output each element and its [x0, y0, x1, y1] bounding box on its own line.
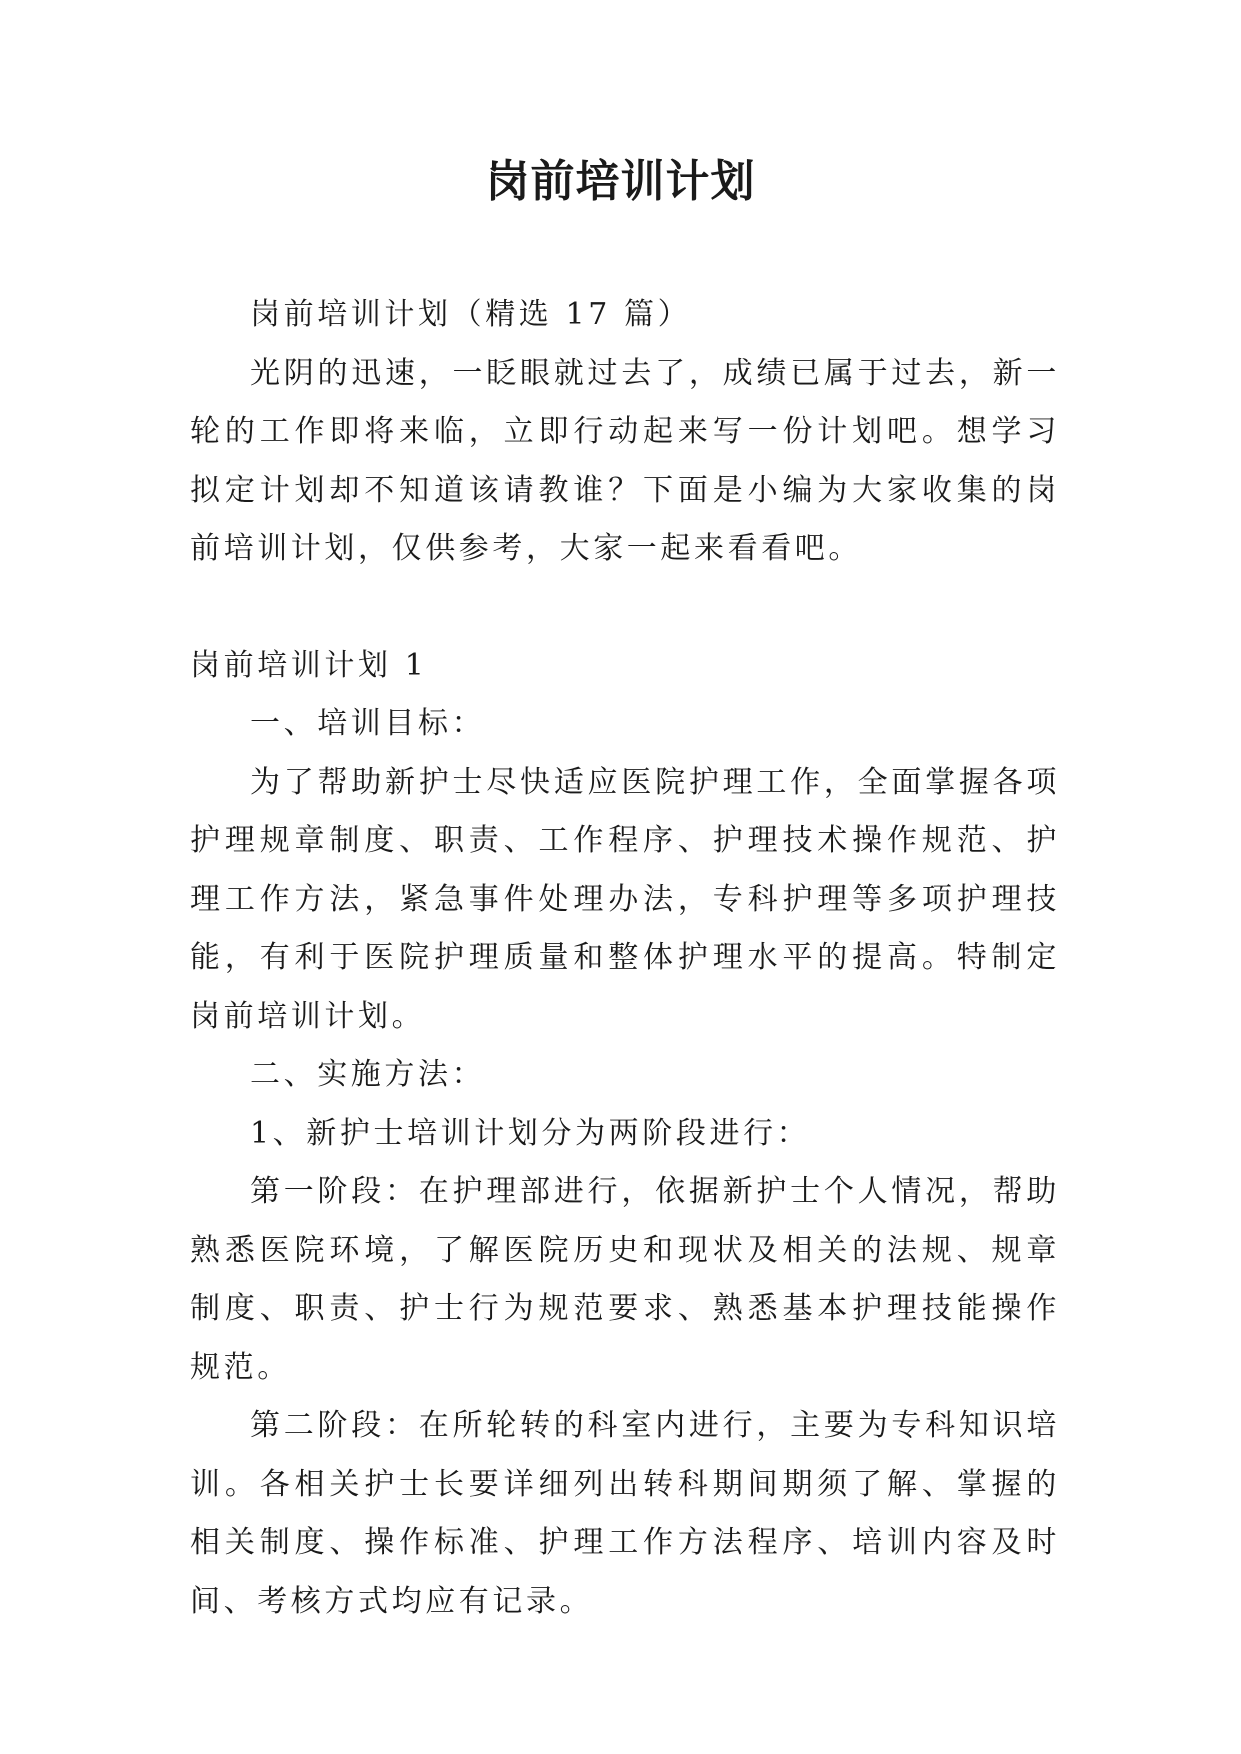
item-heading-method: 二、实施方法：	[250, 1057, 486, 1092]
method-paragraph: 1、新护士培训计划分为两阶段进行：	[250, 1115, 811, 1151]
goal-paragraph: 为了帮助新护士尽快适应医院护理工作，全面掌握各项护理规章制度、职责、工作程序、护理技术操作规范、护理工作方法，紧急事件处理办法，专科护理等多项护理技能，有利于医院护理质量和整体护理水平的提高。特制定岗前培训计划。	[190, 764, 1060, 1034]
subtitle-paragraph: 岗前培训计划（精选 17 篇）	[250, 297, 692, 332]
document-title: 岗前培训计划	[485, 156, 756, 207]
document-body	[190, 286, 1060, 1631]
intro-paragraph: 光阴的迅速，一眨眼就过去了，成绩已属于过去，新一轮的工作即将来临，立即行动起来写一份计划吧。想学习拟定计划却不知道该请教谁？下面是小编为大家收集的岗前培训计划，仅供参考，大家一起来看看吧。	[190, 355, 1060, 566]
stage-two-paragraph: 第二阶段：在所轮转的科室内进行，主要为专科知识培训。各相关护士长要详细列出转科期间期须了解、掌握的相关制度、操作标准、护理工作方法程序、培训内容及时间、考核方式均应有记录。	[190, 1408, 1060, 1619]
section-heading: 岗前培训计划 1	[190, 647, 428, 683]
item-heading-goal: 一、培训目标：	[250, 706, 486, 741]
section-gap	[190, 579, 1060, 637]
stage-one-paragraph: 第一阶段：在护理部进行，依据新护士个人情况，帮助熟悉医院环境，了解医院历史和现状及相关的法规、规章制度、职责、护士行为规范要求、熟悉基本护理技能操作规范。	[190, 1174, 1060, 1385]
